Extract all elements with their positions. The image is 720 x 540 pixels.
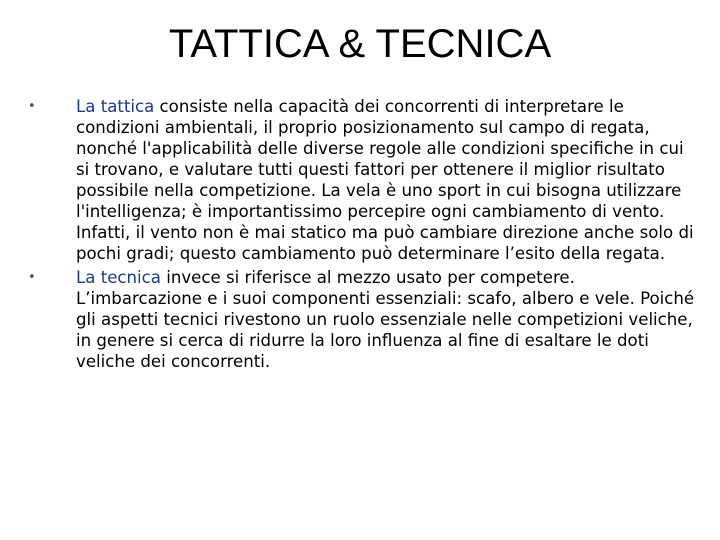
bullet-text: invece si riferisce al mezzo usato per competere. L’imbarcazione e i suoi componenti essenziali: scafo, albero e vele. Poiché gli aspetti tecnici rivestono un ruolo essenziale nelle competizioni veliche, in genere si cerca di ridurre la loro influenza al fine di esaltare le doti veliche dei concorrenti. bbox=[76, 268, 695, 371]
bullet-item-tecnica bbox=[28, 267, 700, 372]
bullet-marker: • bbox=[28, 270, 36, 285]
bullet-term: La tattica bbox=[76, 97, 155, 116]
bullet-text: consiste nella capacità dei concorrenti di interpretare le condizioni ambientali, il proprio posizionamento sul campo di regata, nonché l'applicabilità delle diverse regole alle condizioni specifiche in cui si trovano, e valutare tutti questi fattori per ottenere il miglior risultato possibile nella competizione. La vela è uno sport in cui bisogna utilizzare l'intelligenza; è importantissimo percepire ogni cambiamento di vento. Infatti, il vento non è mai statico ma può cambiare direzione anche solo di pochi gradi; questo cambiamento può determinare l’esito della regata. bbox=[76, 97, 694, 263]
bullet-item-tattica bbox=[28, 96, 700, 264]
bullet-marker: • bbox=[28, 99, 36, 114]
bullet-list bbox=[28, 96, 700, 375]
bullet-term: La tecnica bbox=[76, 268, 161, 287]
slide-title: TATTICA & TECNICA bbox=[168, 22, 552, 66]
